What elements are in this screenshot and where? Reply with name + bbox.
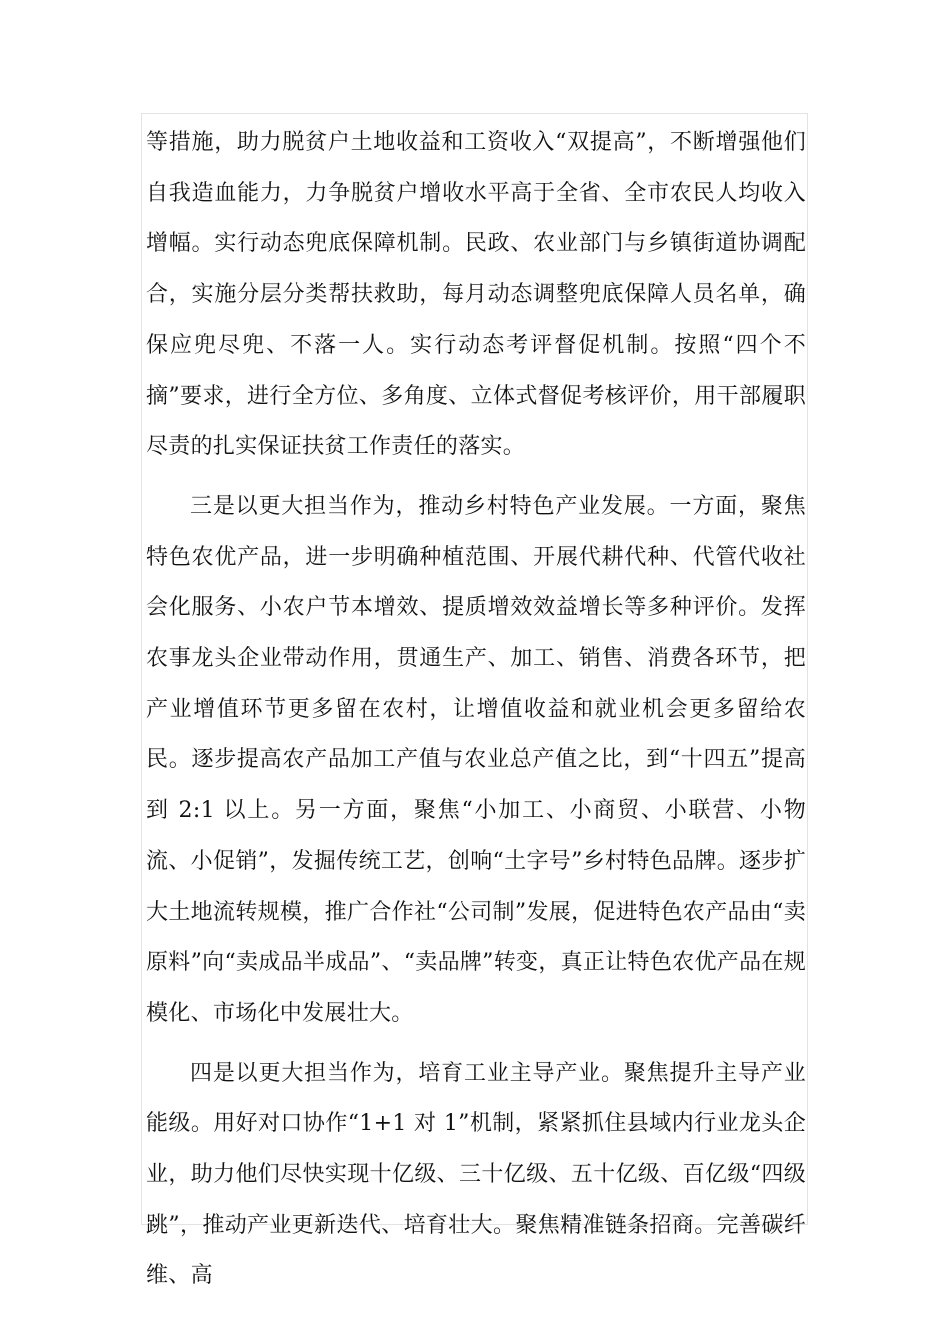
paragraph-3: 四是以更大担当作为，培育工业主导产业。聚焦提升主导产业能级。用好对口协作“1+1 对 1”机制，紧紧抓住县域内行业龙头企业，助力他们尽快实现十亿级、三十亿级、五十亿级、百亿级“四级跳”，推动产业更新迭代、培育壮大。聚焦精准链条招商。完善碳纤维、高 [146, 1060, 806, 1289]
paragraph-1: 等措施，助力脱贫户土地收益和工资收入“双提高”，不断增强他们自我造血能力，力争脱贫户增收水平高于全省、全市农民人均收入增幅。实行动态兜底保障机制。民政、农业部门与乡镇街道协调配合，实施分层分类帮扶救助，每月动态调整兜底保障人员名单，确保应兜尽兜、不落一人。实行动态考评督促机制。按照“四个不摘”要求，进行全方位、多角度、立体式督促考核评价，用干部履职尽责的扎实保证扶贫工作责任的落实。 [146, 130, 806, 460]
paragraph-2: 三是以更大担当作为，推动乡村特色产业发展。一方面，聚焦特色农优产品，进一步明确种植范围、开展代耕代种、代管代收社会化服务、小农户节本增效、提质增效效益增长等多种评价。发挥农事龙头企业带动作用，贯通生产、加工、销售、消费各环节，把产业增值环节更多留在农村，让增值收益和就业机会更多留给农民。逐步提高农产品加工产值与农业总产值之比，到“十四五”提高到 2:1 以上。另一方面，聚焦“小加工、小商贸、小联营、小物流、小促销”，发掘传统工艺，创响“土字号”乡村特色品牌。逐步扩大土地流转规模，推广合作社“公司制”发展，促进特色农产品由“卖原料”向“卖成品半成品”、“卖品牌”转变，真正让特色农优产品在规模化、市场化中发展壮大。 [146, 493, 806, 1026]
page-frame [141, 113, 808, 1289]
document-body [146, 118, 806, 1302]
